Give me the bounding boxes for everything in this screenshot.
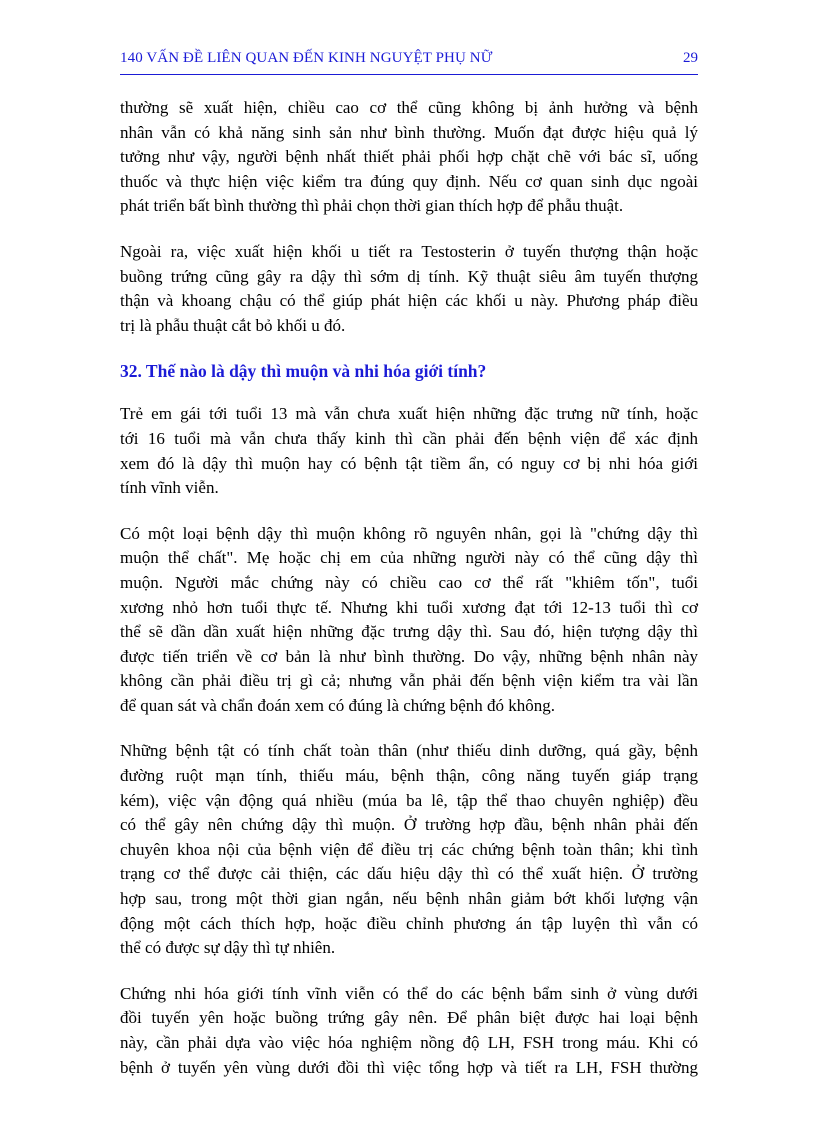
text-line: kém), việc vận động quá nhiều (múa ba lê, tập thể thao chuyên nghiệp) đều xyxy=(120,790,698,810)
text-line: thường sẽ xuất hiện, chiều cao cơ thể cũng không bị ảnh hưởng và bệnh xyxy=(120,98,698,117)
text-line: Trẻ em gái tới tuổi 13 mà vẫn chưa xuất hiện những đặc trưng nữ tính, hoặc xyxy=(120,404,698,424)
book-title: 140 VẤN ĐỀ LIÊN QUAN ĐẾN KINH NGUYỆT PHỤ NỮ xyxy=(120,50,493,66)
running-header xyxy=(120,50,698,75)
text-line: muộn thể chất". Mẹ hoặc chị em của những người này có thể cũng dậy thì xyxy=(120,548,698,568)
text-line: đường ruột mạn tính, thiếu máu, bệnh thận, công năng tuyến giáp trạng xyxy=(120,766,698,786)
text-line: thể sẽ dần dần xuất hiện những đặc trưng dậy thì. Sau đó, hiện tượng dậy thì xyxy=(120,622,698,642)
text-line: nhân vẫn có khả năng sinh sản như bình thường. Muốn đạt được hiệu quả lý xyxy=(120,122,698,142)
text-line: hợp sau, trong một thời gian ngắn, nếu bệnh nhân giảm bớt khối lượng vận xyxy=(120,889,698,909)
text-line: tính vĩnh viễn. xyxy=(120,478,219,498)
section-heading: 32. Thế nào là dậy thì muộn và nhi hóa giới tính? xyxy=(120,361,487,382)
text-line: chuyên khoa nội của bệnh viện để điều trị các chứng bệnh toàn thân; khi tình xyxy=(120,839,698,859)
paragraph xyxy=(120,402,698,500)
text-line: tưởng như vậy, người bệnh nhất thiết phải phối hợp chặt chẽ với bác sĩ, uống xyxy=(120,147,698,167)
paragraph xyxy=(120,739,698,960)
text-line: Ngoài ra, việc xuất hiện khối u tiết ra Testosterin ở tuyến thượng thận hoặc xyxy=(120,241,698,261)
text-line: trạng cơ thể được cải thiện, các dấu hiệu dậy thì có thể xuất hiện. Ở trường xyxy=(120,864,698,884)
text-line: xem đó là dậy thì muộn hay có bệnh tật tiềm ẩn, có nguy cơ bị nhi hóa giới xyxy=(120,453,698,473)
text-line: để quan sát và chẩn đoán xem có đúng là chứng bệnh đó không. xyxy=(120,695,556,715)
paragraph xyxy=(120,522,698,719)
text-line: có thể gây nên chứng dậy thì muộn. Ở trường hợp đầu, bệnh nhân phải đến xyxy=(120,815,698,835)
text-line: Những bệnh tật có tính chất toàn thân (như thiếu dinh dưỡng, quá gầy, bệnh xyxy=(120,741,698,761)
text-line: không cần phải điều trị gì cả; nhưng vẫn phải đến bệnh viện kiểm tra vài lần xyxy=(120,671,698,691)
paragraph xyxy=(120,96,698,219)
text-line: thể có được sự dậy thì tự nhiên. xyxy=(120,938,336,958)
paragraph xyxy=(120,982,698,1080)
text-line: muộn. Người mắc chứng này có chiều cao cơ thể rất "khiêm tốn", tuổi xyxy=(120,572,698,592)
paragraph xyxy=(120,240,698,338)
text-line: Có một loại bệnh dậy thì muộn không rõ nguyên nhân, gọi là "chứng dậy thì xyxy=(120,523,698,543)
text-line: Chứng nhi hóa giới tính vĩnh viễn có thể do các bệnh bẩm sinh ở vùng dưới xyxy=(120,983,698,1003)
page-body xyxy=(120,96,698,1101)
text-line: xương nhỏ hơn tuổi thực tế. Nhưng khi tuổi xương đạt tới 12-13 tuổi thì cơ xyxy=(120,597,698,617)
page-number: 29 xyxy=(683,50,698,66)
text-line: được tiến triển về cơ bản là như bình thường. Do vậy, những bệnh nhân này xyxy=(120,646,698,666)
text-line: động một cách thích hợp, hoặc điều chỉnh phương án tập luyện thì vẫn có xyxy=(120,913,698,933)
text-line: này, cần phải dựa vào việc hóa nghiệm nồng độ LH, FSH trong máu. Khi có xyxy=(120,1033,698,1052)
text-line: buồng trứng cũng gây ra dậy thì sớm dị tính. Kỹ thuật siêu âm tuyến thượng xyxy=(120,266,698,286)
text-line: đồi tuyến yên hoặc buồng trứng gây nên. Để phân biệt được hai loại bệnh xyxy=(120,1008,698,1028)
text-line: trị là phẫu thuật cắt bỏ khối u đó. xyxy=(120,315,346,335)
text-line: tới 16 tuổi mà vẫn chưa thấy kinh thì cần phải đến bệnh viện để xác định xyxy=(120,428,698,448)
text-line: bệnh ở tuyến yên vùng dưới đồi thì việc tổng hợp và tiết ra LH, FSH thường xyxy=(120,1057,698,1077)
text-line: thận và khoang chậu có thể giúp phát hiện các khối u này. Phương pháp điều xyxy=(120,291,698,311)
text-line: phát triển bất bình thường thì phải chọn thời gian thích hợp để phẫu thuật. xyxy=(120,196,624,216)
text-line: thuốc và thực hiện việc kiểm tra đúng quy định. Nếu cơ quan sinh dục ngoài xyxy=(120,171,698,191)
